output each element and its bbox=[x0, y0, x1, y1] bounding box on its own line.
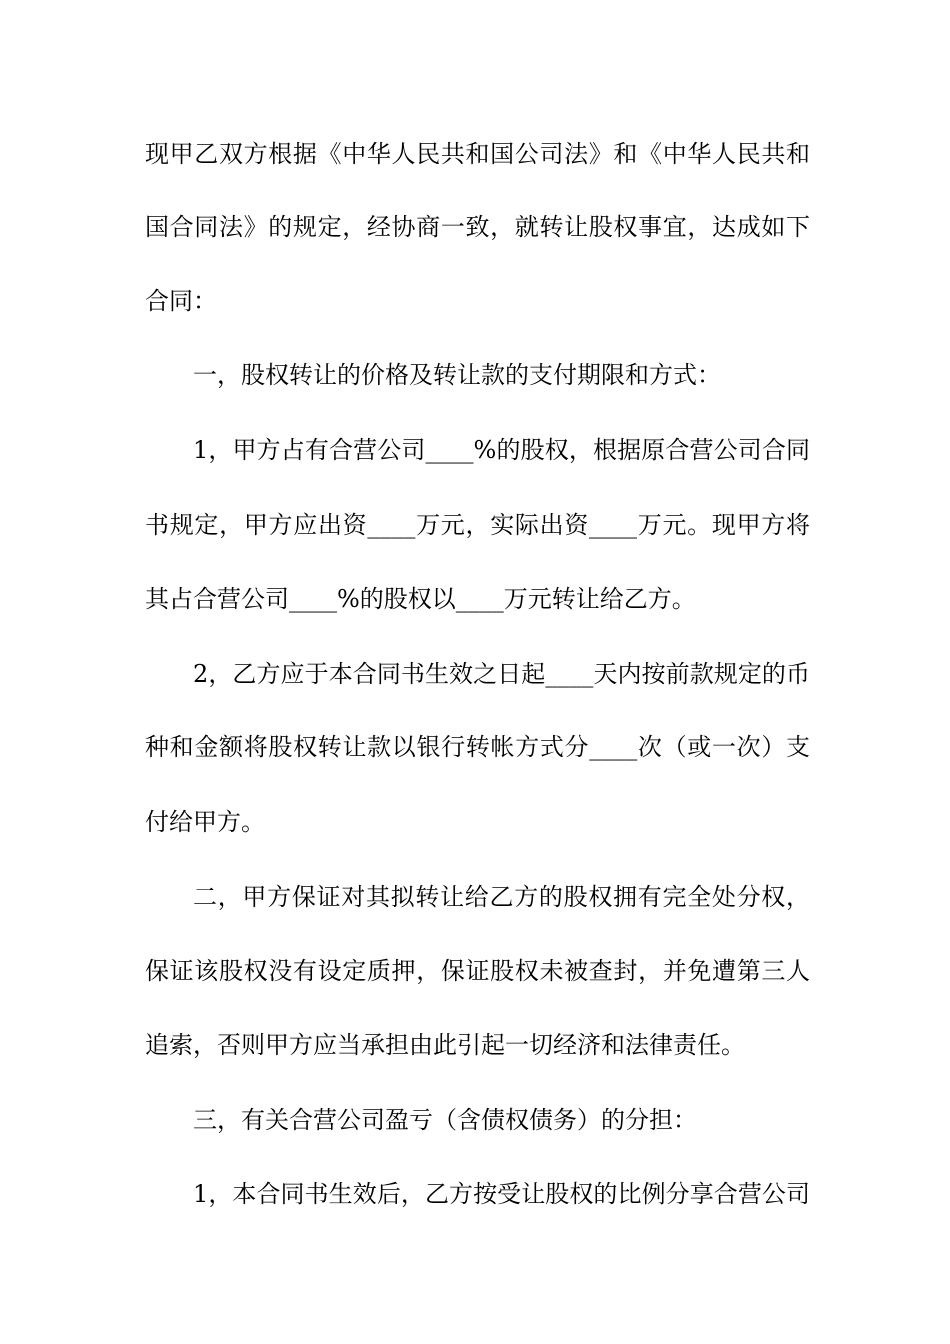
clause-1-line-2: 书规定，甲方应出资____万元，实际出资____万元。现甲方将 bbox=[145, 511, 810, 539]
section-2-line-1: 二，甲方保证对其拟转让给乙方的股权拥有完全处分权， bbox=[193, 883, 810, 911]
clause-1-line-1: 1，甲方占有合营公司____%的股权，根据原合营公司合同 bbox=[193, 436, 810, 464]
section-3-clause-1-line-1: 1，本合同书生效后，乙方按受让股权的比例分享合营公司 bbox=[193, 1180, 810, 1208]
paragraph-line-2: 国合同法》的规定，经协商一致，就转让股权事宜，达成如下 bbox=[145, 213, 810, 241]
section-heading-3: 三，有关合营公司盈亏（含债权债务）的分担： bbox=[193, 1106, 697, 1134]
section-heading-1: 一，股权转让的价格及转让款的支付期限和方式： bbox=[193, 361, 721, 389]
clause-2-line-3: 付给甲方。 bbox=[145, 808, 265, 836]
section-2-line-2: 保证该股权没有设定质押，保证股权未被查封，并免遭第三人 bbox=[145, 957, 810, 985]
clause-2-line-2: 种和金额将股权转让款以银行转帐方式分____次（或一次）支 bbox=[145, 733, 810, 761]
clause-1-line-3: 其占合营公司____%的股权以____万元转让给乙方。 bbox=[145, 585, 696, 613]
clause-2-line-1: 2，乙方应于本合同书生效之日起____天内按前款规定的币 bbox=[193, 660, 810, 688]
paragraph-line-3: 合同： bbox=[145, 287, 217, 315]
section-2-line-3: 追索，否则甲方应当承担由此引起一切经济和法律责任。 bbox=[145, 1031, 745, 1059]
paragraph-line-1: 现甲乙双方根据《中华人民共和国公司法》和《中华人民共和 bbox=[145, 140, 810, 168]
